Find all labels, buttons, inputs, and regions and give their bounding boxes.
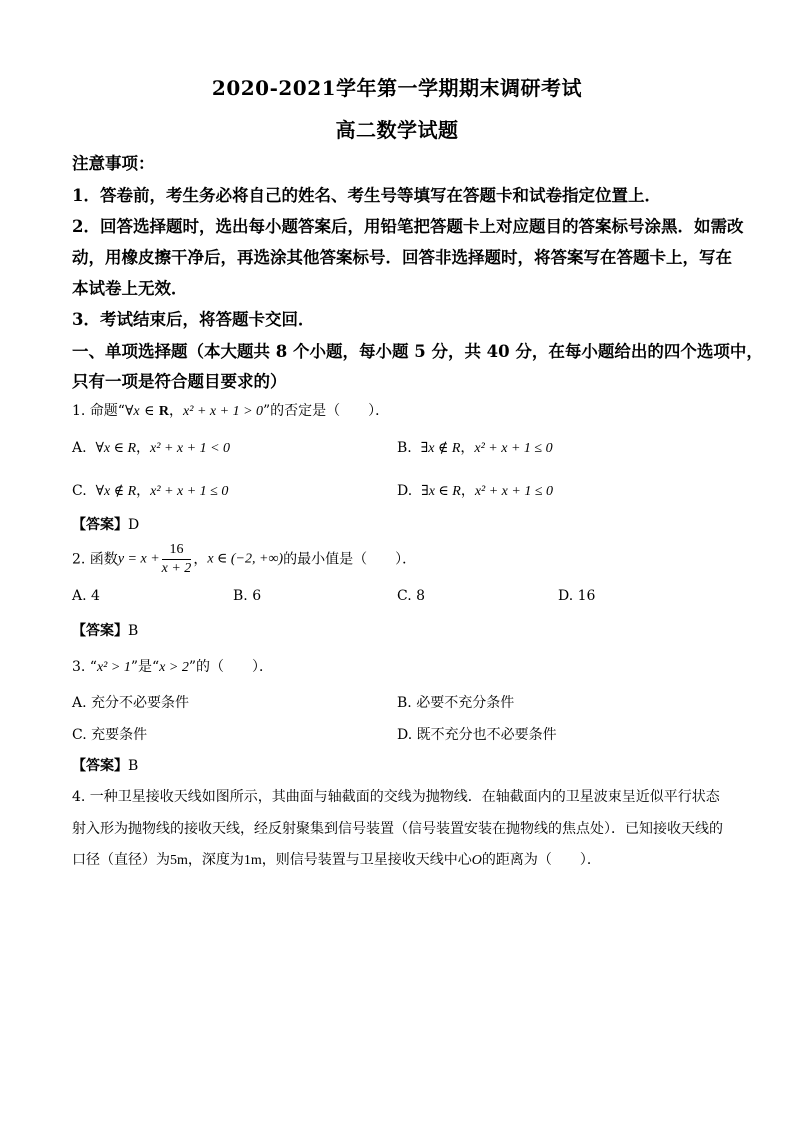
q3-answer-label: 【答案】 — [72, 758, 128, 774]
q2-fraction — [162, 541, 192, 578]
notice-item-2-line-1: 2．回答选择题时，选出每小题答案后，用铅笔把答题卡上对应题目的答案标号涂黑．如需改 — [72, 217, 744, 236]
q1-option-d: D. ∃x ∈ R，x² + x + 1 ≤ 0 — [397, 483, 554, 499]
question-2-stem: 2. 函数y = x + $\frac{16}{x + 2}$ ，x ∈ (−2, +∞)的最小值是（ ）． — [72, 542, 417, 576]
q1-in: ∈ — [144, 404, 155, 419]
q1-prefix: 1. 命题“ — [72, 403, 125, 419]
q2-answer-value: B — [128, 623, 139, 639]
q1-d-label: D. — [397, 483, 413, 499]
q3-prefix: 3. “ — [72, 659, 97, 675]
q1-option-a: A. ∀x ∈ R，x² + x + 1 < 0 — [72, 440, 231, 456]
q1-a-quantifier: ∀x ∈ R — [95, 441, 137, 456]
q3-suffix: ”的（ ）． — [188, 659, 273, 675]
q2-answer-label: 【答案】 — [72, 623, 128, 639]
q3-option-c: C. 充要条件 — [72, 727, 148, 743]
q3-mid: ”是“ — [130, 659, 160, 675]
notice-item-2-line-2: 动，用橡皮擦干净后，再选涂其他答案标号．回答非选择题时，将答案写在答题卡上，写在 — [72, 248, 732, 267]
q2-domain: x ∈ (−2, +∞) — [207, 551, 284, 567]
q1-answer-label: 【答案】 — [72, 517, 128, 533]
q2-option-d: D. 16 — [558, 588, 596, 604]
q4-text-d: 的距离为（ ）． — [481, 852, 601, 868]
q2-numerator: 16 — [162, 541, 192, 560]
q2-answer — [72, 620, 138, 640]
q1-answer — [72, 514, 139, 534]
notice-item-3: 3．考试结束后，将答题卡交回． — [72, 310, 315, 329]
q1-c-expr: x² + x + 1 ≤ 0 — [150, 484, 229, 499]
q3-answer — [72, 755, 138, 775]
exam-subtitle: 高二数学试题 — [335, 118, 459, 142]
q1-comma: ， — [169, 403, 184, 419]
q4-depth: 1m — [243, 853, 262, 868]
q3-option-a: A. 充分不必要条件 — [72, 695, 190, 711]
q1-suffix: ”的否定是（ ）． — [263, 403, 390, 419]
q3-condition-2: x > 2 — [159, 660, 189, 675]
q2-function: y = x + — [117, 551, 160, 567]
question-4-line-3 — [72, 849, 601, 869]
notice-heading: 注意事项： — [72, 154, 155, 173]
q3-condition-1: x² > 1 — [96, 660, 131, 675]
q1-option-c: C. ∀x ∉ R，x² + x + 1 ≤ 0 — [72, 483, 229, 499]
q2-option-c: C. 8 — [397, 588, 426, 604]
q3-option-b: B. 必要不充分条件 — [397, 695, 515, 711]
question-4-line-1: 4. 一种卫星接收天线如图所示，其曲面与轴截面的交线为抛物线．在轴截面内的卫星波束呈近似平行状态 — [72, 789, 720, 805]
q1-b-quantifier: ∃x ∉ R — [420, 441, 461, 456]
q1-R: R — [158, 404, 170, 419]
q1-d-quantifier: ∃x ∈ R — [421, 484, 461, 499]
q1-c-quantifier: ∀x ∉ R — [95, 484, 137, 499]
section-heading-line-2: 只有一项是符合题目要求的） — [72, 372, 287, 391]
q2-option-a: A. 4 — [72, 588, 100, 604]
q1-a-label: A. — [72, 440, 87, 456]
q1-d-expr: x² + x + 1 ≤ 0 — [474, 484, 554, 499]
notice-item-1: 1．答卷前，考生务必将自己的姓名、考生号等填写在答题卡和试卷指定位置上． — [72, 186, 661, 205]
q4-diameter: 5m — [170, 853, 188, 868]
q1-x: x — [133, 404, 140, 419]
q1-option-b: B. ∃x ∉ R，x² + x + 1 ≤ 0 — [397, 440, 553, 456]
q1-a-expr: x² + x + 1 < 0 — [150, 441, 231, 456]
q1-forall: ∀ — [124, 404, 134, 419]
q2-denominator: x + 2 — [161, 561, 192, 576]
q1-c-label: C. — [72, 483, 87, 499]
q4-text-c: ，则信号装置与卫星接收天线中心 — [261, 852, 472, 868]
q1-answer-value: D — [128, 517, 140, 533]
notice-item-2-line-3: 本试卷上无效． — [72, 279, 188, 298]
q3-answer-value: B — [128, 758, 139, 774]
q3-option-d: D. 既不充分也不必要条件 — [397, 727, 557, 743]
q4-text-b: ，深度为 — [187, 852, 244, 868]
q1-b-label: B. — [397, 440, 412, 456]
question-4-line-2: 射入形为抛物线的接收天线，经反射聚集到信号装置（信号装置安装在抛物线的焦点处）．已知接收天线的 — [72, 821, 723, 837]
q4-center-o: O — [471, 853, 482, 868]
section-heading-line-1: 一、单项选择题（本大题共 8 个小题，每小题 5 分，共 40 分，在每小题给出的四个选项中， — [72, 342, 763, 361]
question-1-stem — [72, 400, 389, 420]
q2-option-b: B. 6 — [233, 588, 262, 604]
question-3-stem — [72, 656, 273, 676]
q1-expr: x² + x + 1 > 0 — [183, 404, 264, 419]
q2-prefix: 2. 函数 — [72, 551, 118, 568]
q4-text-a: 口径（直径）为 — [72, 852, 170, 868]
exam-title: 2020-2021学年第一学期期末调研考试 — [211, 76, 583, 100]
q1-b-expr: x² + x + 1 ≤ 0 — [474, 441, 553, 456]
q2-suffix: 的最小值是（ ）． — [283, 551, 417, 568]
